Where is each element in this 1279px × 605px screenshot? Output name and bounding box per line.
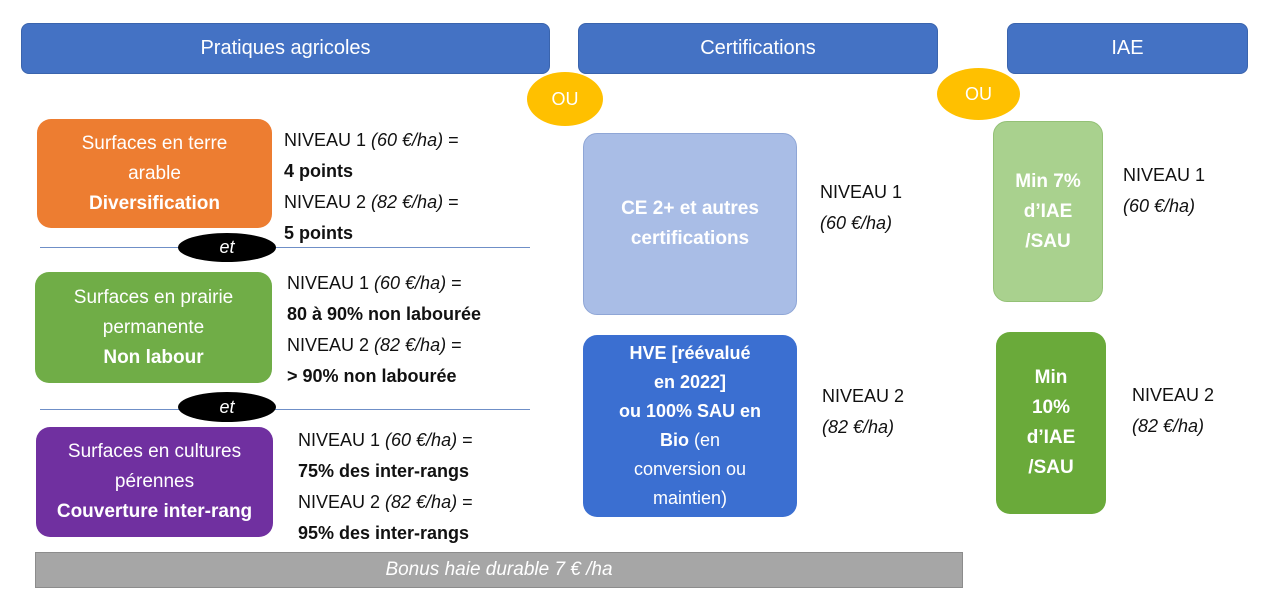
- niveau-price: (60 €/ha): [374, 273, 447, 293]
- et-connector-2: [178, 392, 276, 422]
- iae-line: d’IAE: [1023, 200, 1073, 222]
- ou-connector-1: [527, 72, 603, 126]
- cert-level-2: [822, 381, 942, 443]
- iae-line: Min: [1034, 367, 1068, 388]
- niveau1-value: 75% des inter-rangs: [298, 461, 470, 481]
- practice-levels-cultures-perennes: [298, 425, 538, 549]
- iae-line: /SAU: [1025, 230, 1071, 252]
- iae-level-2: [1132, 380, 1252, 442]
- niveau2-value: 95% des inter-rangs: [298, 523, 470, 543]
- iae-line: /SAU: [1028, 457, 1074, 478]
- cert-level-1: [820, 177, 940, 239]
- cert-bio: Bio: [659, 430, 689, 450]
- header-pratiques-label: Pratiques agricoles: [200, 37, 371, 59]
- niveau-eq: =: [457, 430, 473, 450]
- header-certifications-label: Certifications: [700, 37, 816, 59]
- practice-line: Surfaces en cultures: [67, 441, 242, 462]
- header-certifications: [578, 23, 938, 74]
- practice-line: Surfaces en prairie: [73, 286, 234, 308]
- header-iae: [1007, 23, 1248, 74]
- niveau-price: (82 €/ha): [385, 492, 458, 512]
- niveau-price: (60 €/ha): [371, 130, 444, 150]
- cert-line-rest: (en: [688, 430, 721, 450]
- iae-line: d’IAE: [1026, 427, 1076, 448]
- separator-line: [40, 409, 530, 410]
- practice-line: permanente: [102, 316, 205, 338]
- niveau-price: (82 €/ha): [1132, 416, 1205, 436]
- practice-levels-prairie: [287, 268, 547, 392]
- niveau1-value: 80 à 90% non labourée: [287, 304, 482, 324]
- et-connector-1: [178, 233, 276, 262]
- niveau-label: NIVEAU 1: [298, 430, 386, 450]
- niveau1-line: [298, 425, 538, 456]
- niveau-label: NIVEAU 1: [1123, 165, 1206, 185]
- practice-title: Couverture inter-rang: [56, 501, 253, 522]
- practice-title: Diversification: [89, 192, 220, 214]
- iae-card-7: [993, 121, 1103, 302]
- niveau-label: NIVEAU 2: [287, 335, 375, 355]
- cert-line: maintien): [652, 488, 728, 508]
- niveau2-line: [287, 330, 547, 361]
- niveau-eq: =: [446, 273, 462, 293]
- niveau-price: (60 €/ha): [1123, 196, 1196, 216]
- et-label: et: [219, 237, 235, 257]
- practice-line: arable: [128, 162, 181, 184]
- cert-line: en 2022]: [653, 372, 727, 392]
- niveau-price: (82 €/ha): [822, 417, 895, 437]
- niveau-label: NIVEAU 2: [822, 386, 905, 406]
- practice-levels-terre-arable: [284, 125, 534, 249]
- niveau1-line: [284, 125, 534, 156]
- niveau-label: NIVEAU 1: [284, 130, 372, 150]
- niveau-label: NIVEAU 2: [284, 192, 372, 212]
- niveau-eq: =: [443, 130, 459, 150]
- header-iae-label: IAE: [1111, 37, 1144, 59]
- niveau-price: (82 €/ha): [374, 335, 447, 355]
- iae-line: Min 7%: [1015, 170, 1081, 192]
- niveau-label: NIVEAU 1: [287, 273, 375, 293]
- cert-line: certifications: [630, 228, 750, 249]
- ou-connector-2: [937, 68, 1020, 120]
- separator-line: [40, 247, 530, 248]
- practice-line: pérennes: [114, 471, 195, 492]
- niveau2-line: [298, 487, 538, 518]
- niveau2-value: 5 points: [284, 223, 354, 243]
- practice-card-cultures-perennes: [36, 427, 273, 537]
- niveau-label: NIVEAU 2: [1132, 385, 1215, 405]
- practice-title: Non labour: [103, 346, 204, 368]
- niveau-price: (60 €/ha): [820, 213, 893, 233]
- cert-line: [660, 426, 720, 455]
- niveau-eq: =: [457, 492, 473, 512]
- ou-label: OU: [551, 88, 579, 109]
- cert-line: CE 2+ et autres: [621, 198, 759, 219]
- iae-card-10: [996, 332, 1106, 514]
- iae-level-1: [1123, 160, 1243, 222]
- cert-line: ou 100% SAU en: [618, 401, 762, 421]
- bonus-label: Bonus haie durable 7 € /ha: [385, 559, 613, 580]
- cert-card-hve: [583, 335, 797, 517]
- et-label: et: [219, 396, 235, 417]
- cert-card-ce2: [583, 133, 797, 315]
- niveau2-line: [284, 187, 534, 218]
- niveau-label: NIVEAU 2: [298, 492, 386, 512]
- practice-line: Surfaces en terre: [81, 132, 228, 154]
- cert-line: HVE [réévalué: [629, 343, 751, 363]
- niveau-label: NIVEAU 1: [820, 182, 903, 202]
- header-pratiques: [21, 23, 550, 74]
- niveau1-value: 4 points: [284, 161, 354, 181]
- iae-line: 10%: [1031, 397, 1071, 418]
- niveau-price: (60 €/ha): [385, 430, 458, 450]
- ou-label: OU: [965, 83, 992, 104]
- niveau-eq: =: [446, 335, 462, 355]
- practice-card-prairie: [35, 272, 272, 383]
- niveau1-line: [287, 268, 547, 299]
- cert-line: conversion ou: [633, 459, 747, 479]
- bonus-bar: [35, 552, 963, 588]
- niveau-price: (82 €/ha): [371, 192, 444, 212]
- practice-card-terre-arable: [37, 119, 272, 228]
- niveau-eq: =: [443, 192, 459, 212]
- niveau2-value: > 90% non labourée: [287, 366, 457, 386]
